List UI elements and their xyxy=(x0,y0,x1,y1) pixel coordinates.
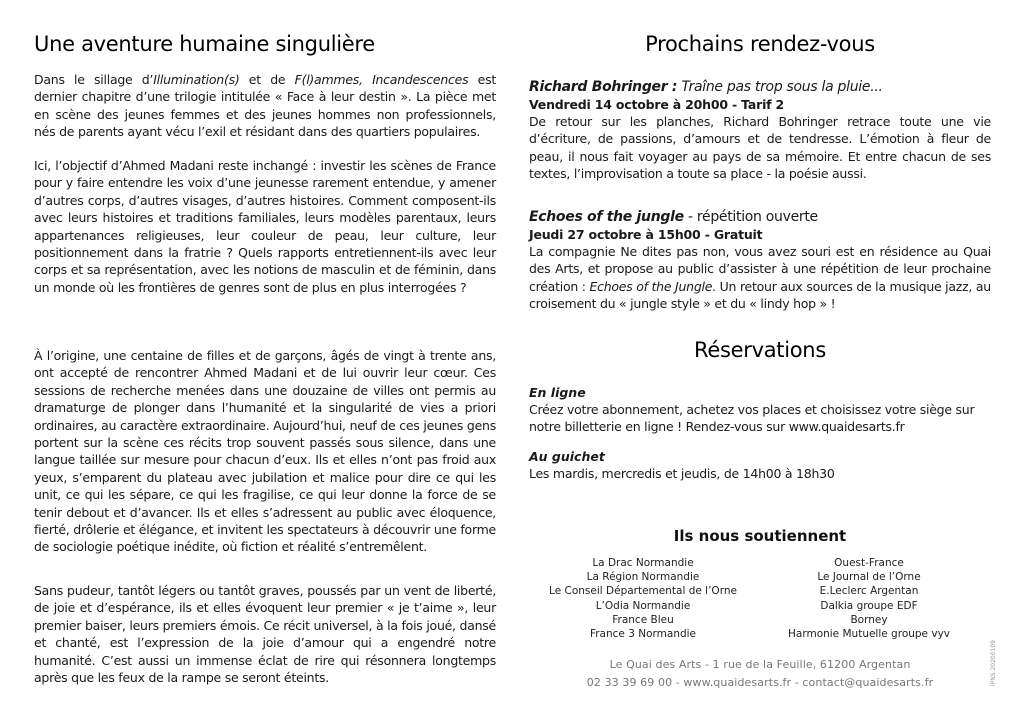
event-desc-b: . Un retour aux sources de la musique jazz, au croisement du « jungle style » et du « lindy hop » ! xyxy=(529,278,991,312)
article-heading: Une aventure humaine singulière xyxy=(34,32,375,56)
sponsors-list-left xyxy=(543,556,743,641)
events-heading: Prochains rendez-vous xyxy=(645,32,875,56)
sponsor-item: E.Leclerc Argentan xyxy=(819,585,919,598)
event-bohringer xyxy=(529,78,991,183)
sponsor-item: Le Journal de l’Orne xyxy=(817,571,921,584)
article-paragraph-4: Sans pudeur, tantôt légers ou tantôt graves, poussés par un vent de liberté, de joie et d’espérance, ils et elles évoquent leur premier « je t’aime », leur premier baiser, leurs premiers émois. Ce récit universel, à la fois joué, dansé et chanté, est l’expression de la joie d’amour qui a engendré notre humanité. C’est aussi un immense éclat de rire qui résonnera longtemps après que les feux de la rampe se seront éteints. xyxy=(34,583,496,686)
event-date: Vendredi 14 octobre à 20h00 - Tarif 2 xyxy=(529,97,785,112)
footer-contact: 02 33 39 69 00 - www.quaidesarts.fr - contact@quaidesarts.fr xyxy=(586,676,934,689)
event-desc-title: Echoes of the Jungle xyxy=(589,278,713,294)
p1-text-b: et de xyxy=(239,72,295,87)
p1-title-flammes: F(l)ammes, Incandescences xyxy=(294,72,469,87)
sponsors-heading: Ils nous soutiennent xyxy=(673,527,847,545)
event-title-bold: Richard Bohringer : xyxy=(529,79,678,95)
event-echoes xyxy=(529,208,991,313)
article-paragraph-1 xyxy=(34,71,496,141)
event-title-rest: - répétition ouverte xyxy=(683,209,818,225)
event-description: De retour sur les planches, Richard Bohringer retrace toute une vie d’écriture, de passions, d’amours et de tendresse. L’émotion à fleur de peau, il nous fait voyager au pays de sa mémoire. Et entre chacun de ses textes, l’improvisation a toute sa place - la poésie aussi. xyxy=(529,114,991,182)
print-code: IPNS 20200109 xyxy=(990,640,997,687)
reservation-online-label: En ligne xyxy=(529,385,586,400)
event-desc-a: La compagnie Ne dites pas non, vous avez souri est en résidence au Quai des Arts, et propose au public d’assister à une répétition de leur prochaine création : xyxy=(529,244,991,294)
footer-address: Le Quai des Arts - 1 rue de la Feuille, 61200 Argentan xyxy=(609,658,911,671)
reservations-heading: Réservations xyxy=(694,338,826,362)
event-title-bold: Echoes of the jungle xyxy=(529,209,684,225)
sponsor-item: France Bleu xyxy=(612,613,674,626)
sponsor-item: L’Odia Normandie xyxy=(595,599,691,612)
reservation-online-text: Créez votre abonnement, achetez vos places et choisissez votre siège sur notre billetterie en ligne ! Rendez-vous sur www.quaidesarts.fr xyxy=(529,402,975,435)
article-paragraph-2: Ici, l’objectif d’Ahmed Madani reste inchangé : investir les scènes de France pour y faire entendre les voix d’une jeunesse rarement entendue, y amener d’autres corps, d’autres visages, d’autres histoires. Comment composent-ils avec leurs histoires et traditions familiales, leurs modèles parentaux, leurs appartenances religieuses, leur couleur de peau, leur culture, leur positionnement dans la fratrie ? Quels rapports entretiennent-ils avec leur corps et sa représentation, avec les notions de masculin et de féminin, dans un monde où les frontières de genres sont de plus en plus interrogées ? xyxy=(34,158,496,295)
event-date: Jeudi 27 octobre à 15h00 - Gratuit xyxy=(529,227,763,242)
reservation-guichet xyxy=(529,448,991,482)
sponsor-item: Dalkia groupe EDF xyxy=(820,599,918,612)
reservation-guichet-text: Les mardis, mercredis et jeudis, de 14h00 à 18h30 xyxy=(529,466,835,481)
sponsor-item: La Drac Normandie xyxy=(592,557,694,569)
event-title-rest: Traîne pas trop sous la pluie... xyxy=(677,79,883,95)
event-title xyxy=(529,78,991,96)
p1-text-a: Dans le sillage d’ xyxy=(34,72,154,87)
event-title xyxy=(529,208,991,226)
sponsor-item: La Région Normandie xyxy=(586,571,700,584)
sponsor-item: Harmonie Mutuelle groupe vyv xyxy=(788,628,950,641)
sponsor-item: Borney xyxy=(850,613,888,626)
event-description xyxy=(529,243,991,313)
sponsor-item: France 3 Normandie xyxy=(589,628,697,641)
sponsor-item: Ouest-France xyxy=(834,557,904,569)
p1-title-illuminations: Illumination(s) xyxy=(153,72,240,87)
article-paragraph-3: À l’origine, une centaine de filles et de garçons, âgés de vingt à trente ans, ont accepté de rencontrer Ahmed Madani et de lui ouvrir leur cœur. Ces sessions de recherche menées dans une douzaine de villes ont permis au dramaturge de plonger dans l’humanité et la singularité de vies a priori ordinaires, au caractère extraordinaire. Aujourd’hui, neuf de ces jeunes gens portent sur la scène ces récits trop souvent passés sous silence, dans une langue taillée sur mesure pour chacun d’eux. Ils et elles n’ont pas froid aux yeux, s’emparent du plateau avec jubilation et malice pour dire ce qui les unit, ce qui les sépare, ce qui les fragilise, ce qui leur donne la force de se tenir debout et d’avancer. Ils et elles s’adressent au public avec éloquence, fierté, drôlerie et élégance, et invitent les spectateurs à découvrir une forme de sociologie poétique inédite, où fiction et réalité s’entremêlent. xyxy=(34,348,496,555)
reservation-online xyxy=(529,384,991,436)
sponsors-list-right xyxy=(769,556,969,641)
p1-text-c: est dernier chapitre d’une trilogie intitulée « Face à leur destin ». La pièce met en scène des jeunes femmes et des jeunes hommes non professionnels, nés de parents ayant vécu l’exil et résidant dans des quartiers populaires. xyxy=(34,72,496,140)
reservation-guichet-label: Au guichet xyxy=(529,449,605,464)
sponsor-item: Le Conseil Départemental de l’Orne xyxy=(549,585,737,598)
